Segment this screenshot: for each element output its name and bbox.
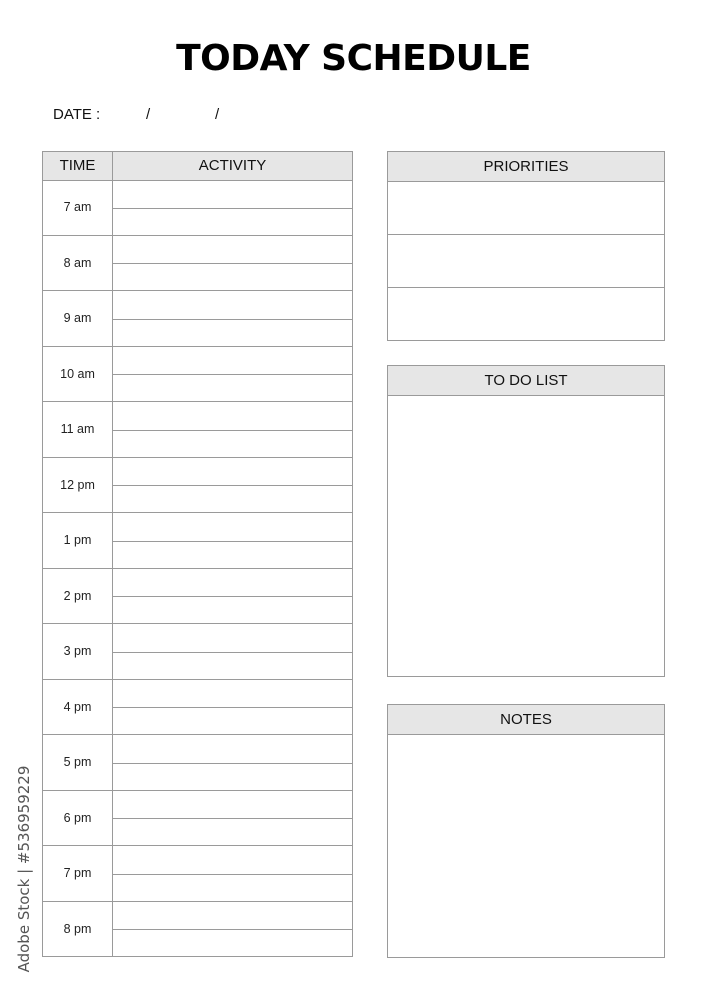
half-hour-line: [113, 929, 352, 930]
schedule-table: [42, 151, 353, 957]
stock-id-watermark: [14, 760, 33, 980]
hour-row: [43, 347, 352, 403]
todo-box: [387, 365, 665, 677]
hour-row: [43, 236, 352, 292]
hour-row: [43, 180, 352, 236]
hour-row: [43, 735, 352, 791]
half-hour-line: [113, 818, 352, 819]
half-hour-line: [113, 596, 352, 597]
hour-label: 6 pm: [63, 810, 92, 825]
hour-row: [43, 846, 352, 902]
hour-label: 4 pm: [63, 699, 92, 714]
hour-row: [43, 402, 352, 458]
hour-row: [43, 291, 352, 347]
hour-label: 5 pm: [63, 755, 92, 769]
priorities-header: PRIORITIES: [388, 152, 664, 182]
hour-label: 10 am: [60, 366, 95, 381]
half-hour-line: [113, 374, 352, 375]
stock-id-text: Adobe Stock | #536959229: [15, 765, 33, 973]
notes-box: [387, 704, 665, 958]
half-hour-line: [113, 319, 352, 320]
half-hour-line: [113, 763, 352, 764]
priorities-box: [387, 151, 665, 341]
hour-row: [43, 513, 352, 569]
hour-row: [43, 458, 352, 514]
notes-header: NOTES: [388, 705, 664, 735]
half-hour-line: [113, 707, 352, 708]
date-separator: /: [215, 106, 220, 123]
priority-line: [388, 287, 664, 288]
page-title: TODAY SCHEDULE: [176, 38, 531, 79]
todo-header: TO DO LIST: [388, 366, 664, 396]
half-hour-line: [113, 652, 352, 653]
hour-label: 12 pm: [60, 477, 95, 492]
date-separator: /: [146, 106, 151, 123]
hour-label: 11 am: [60, 422, 95, 436]
hour-label: 2 pm: [63, 588, 92, 603]
schedule-header: [43, 152, 352, 181]
half-hour-line: [113, 874, 352, 875]
hour-label: 9 am: [63, 311, 92, 325]
hour-label: 7 am: [63, 200, 92, 214]
hour-row: [43, 902, 352, 958]
half-hour-line: [113, 208, 352, 209]
time-column-header: TIME: [43, 152, 113, 180]
hour-label: 3 pm: [63, 644, 92, 658]
hour-label: 7 pm: [63, 866, 92, 880]
hour-row: [43, 680, 352, 736]
hour-row: [43, 791, 352, 847]
activity-column-header: ACTIVITY: [198, 157, 267, 174]
half-hour-line: [113, 541, 352, 542]
hour-row: [43, 569, 352, 625]
hour-label: 1 pm: [63, 533, 92, 547]
hour-row: [43, 624, 352, 680]
half-hour-line: [113, 485, 352, 486]
half-hour-line: [113, 263, 352, 264]
hour-label: 8 pm: [63, 921, 92, 936]
date-label: DATE :: [53, 106, 101, 123]
half-hour-line: [113, 430, 352, 431]
priority-line: [388, 234, 664, 235]
hour-label: 8 am: [63, 255, 92, 270]
